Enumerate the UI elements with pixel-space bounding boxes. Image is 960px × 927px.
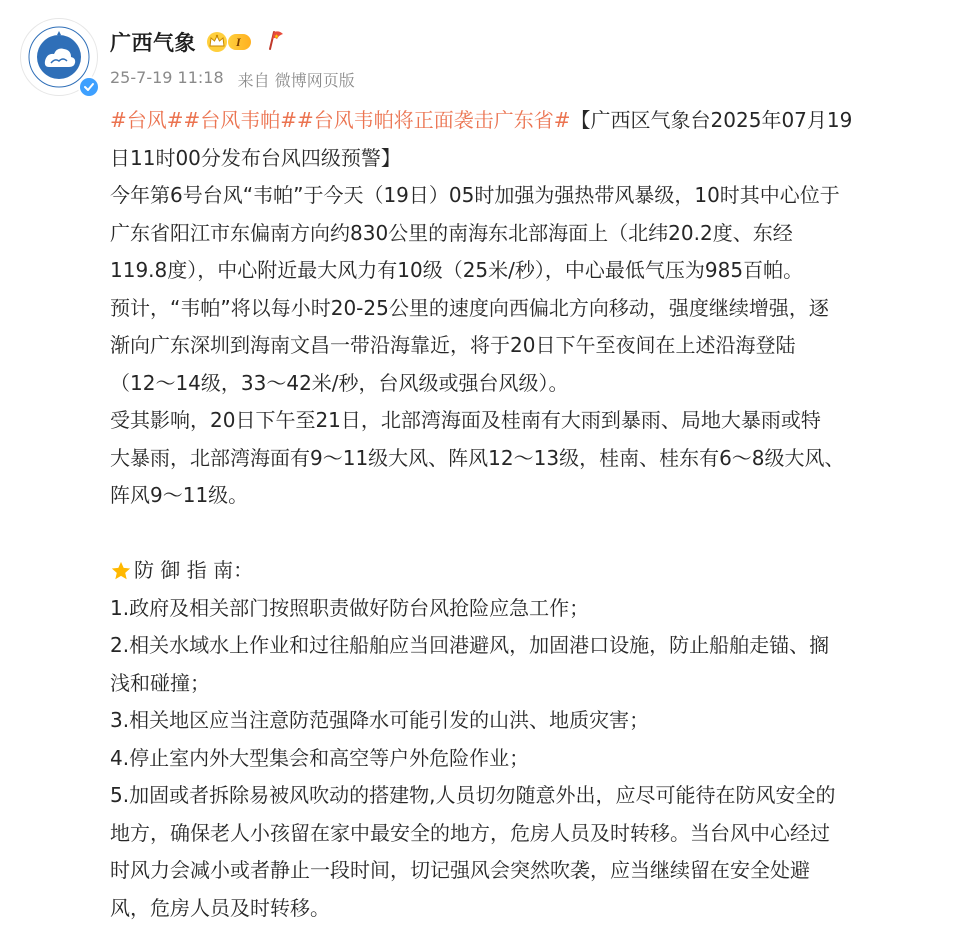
post-content bbox=[110, 102, 930, 927]
guide-item: 地方，确保老人小孩留在家中最安全的地方，危房人员及时转移。当台风中心经过 bbox=[110, 815, 930, 853]
guide-item: 浅和碰撞； bbox=[110, 665, 930, 703]
guide-heading bbox=[110, 552, 930, 590]
content-line: 渐向广东深圳到海南文昌一带沿海靠近，将于20日下午至夜间在上述沿海登陆 bbox=[110, 327, 930, 365]
content-line: 日11时00分发布台风四级预警】 bbox=[110, 140, 930, 178]
guide-item: 3.相关地区应当注意防范强降水可能引发的山洪、地质灾害； bbox=[110, 702, 930, 740]
guide-item: 时风力会减小或者静止一段时间，切记强风会突然吹袭，应当继续留在安全处避 bbox=[110, 852, 930, 890]
content-line: 阵风9～11级。 bbox=[110, 477, 930, 515]
guide-item: 2.相关水域水上作业和过往船舶应当回港避风，加固港口设施，防止船舶走锚、搁 bbox=[110, 627, 930, 665]
post-timestamp[interactable]: 25-7-19 11:18 bbox=[110, 68, 224, 91]
user-name[interactable]: 广西气象 bbox=[110, 27, 196, 57]
guide-item: 5.加固或者拆除易被风吹动的搭建物,人员切勿随意外出，应尽可能待在防风安全的 bbox=[110, 777, 930, 815]
content-line: 今年第6号台风“韦帕”于今天（19日）05时加强为强热带风暴级，10时其中心位于 bbox=[110, 177, 930, 215]
hashtag-link[interactable]: #台风韦帕# bbox=[184, 108, 298, 132]
guide-title: 防 御 指 南： bbox=[134, 552, 253, 590]
verified-badge bbox=[78, 76, 100, 98]
post-header bbox=[110, 26, 287, 58]
content-line: 119.8度），中心附近最大风力有10级（25米/秒），中心最低气压为985百帕。 bbox=[110, 252, 930, 290]
crown-icon bbox=[204, 31, 230, 53]
guide-item: 风，危房人员及时转移。 bbox=[110, 890, 930, 927]
verified-icon bbox=[83, 81, 95, 93]
content-line bbox=[110, 102, 930, 140]
star-icon bbox=[110, 560, 132, 582]
content-line: 大暴雨，北部湾海面有9～11级大风、阵风12～13级，桂南、桂东有6～8级大风、 bbox=[110, 440, 930, 478]
content-line: 受其影响，20日下午至21日，北部湾海面及桂南有大雨到暴雨、局地大暴雨或特 bbox=[110, 402, 930, 440]
post-title: 【广西区气象台2025年07月19 bbox=[571, 108, 853, 132]
content-line: 广东省阳江市东偏南方向约830公里的南海东北部海面上（北纬20.2度、东经 bbox=[110, 215, 930, 253]
flag-icon[interactable] bbox=[265, 29, 287, 55]
avatar[interactable] bbox=[20, 18, 98, 96]
hashtag-link[interactable]: #台风# bbox=[110, 108, 184, 132]
guide-item: 4.停止室内外大型集会和高空等户外危险作业； bbox=[110, 740, 930, 778]
content-line: （12～14级，33～42米/秒，台风级或强台风级）。 bbox=[110, 365, 930, 403]
post-meta bbox=[110, 68, 355, 91]
post-source[interactable]: 来自 微博网页版 bbox=[238, 68, 355, 91]
member-level: I bbox=[228, 34, 251, 50]
guide-item: 1.政府及相关部门按照职责做好防台风抢险应急工作； bbox=[110, 590, 930, 628]
member-badge[interactable] bbox=[204, 31, 251, 53]
blank-line bbox=[110, 515, 930, 553]
hashtag-link[interactable]: #台风韦帕将正面袭击广东省# bbox=[297, 108, 571, 132]
content-line: 预计，“韦帕”将以每小时20-25公里的速度向西偏北方向移动，强度继续增强，逐 bbox=[110, 290, 930, 328]
